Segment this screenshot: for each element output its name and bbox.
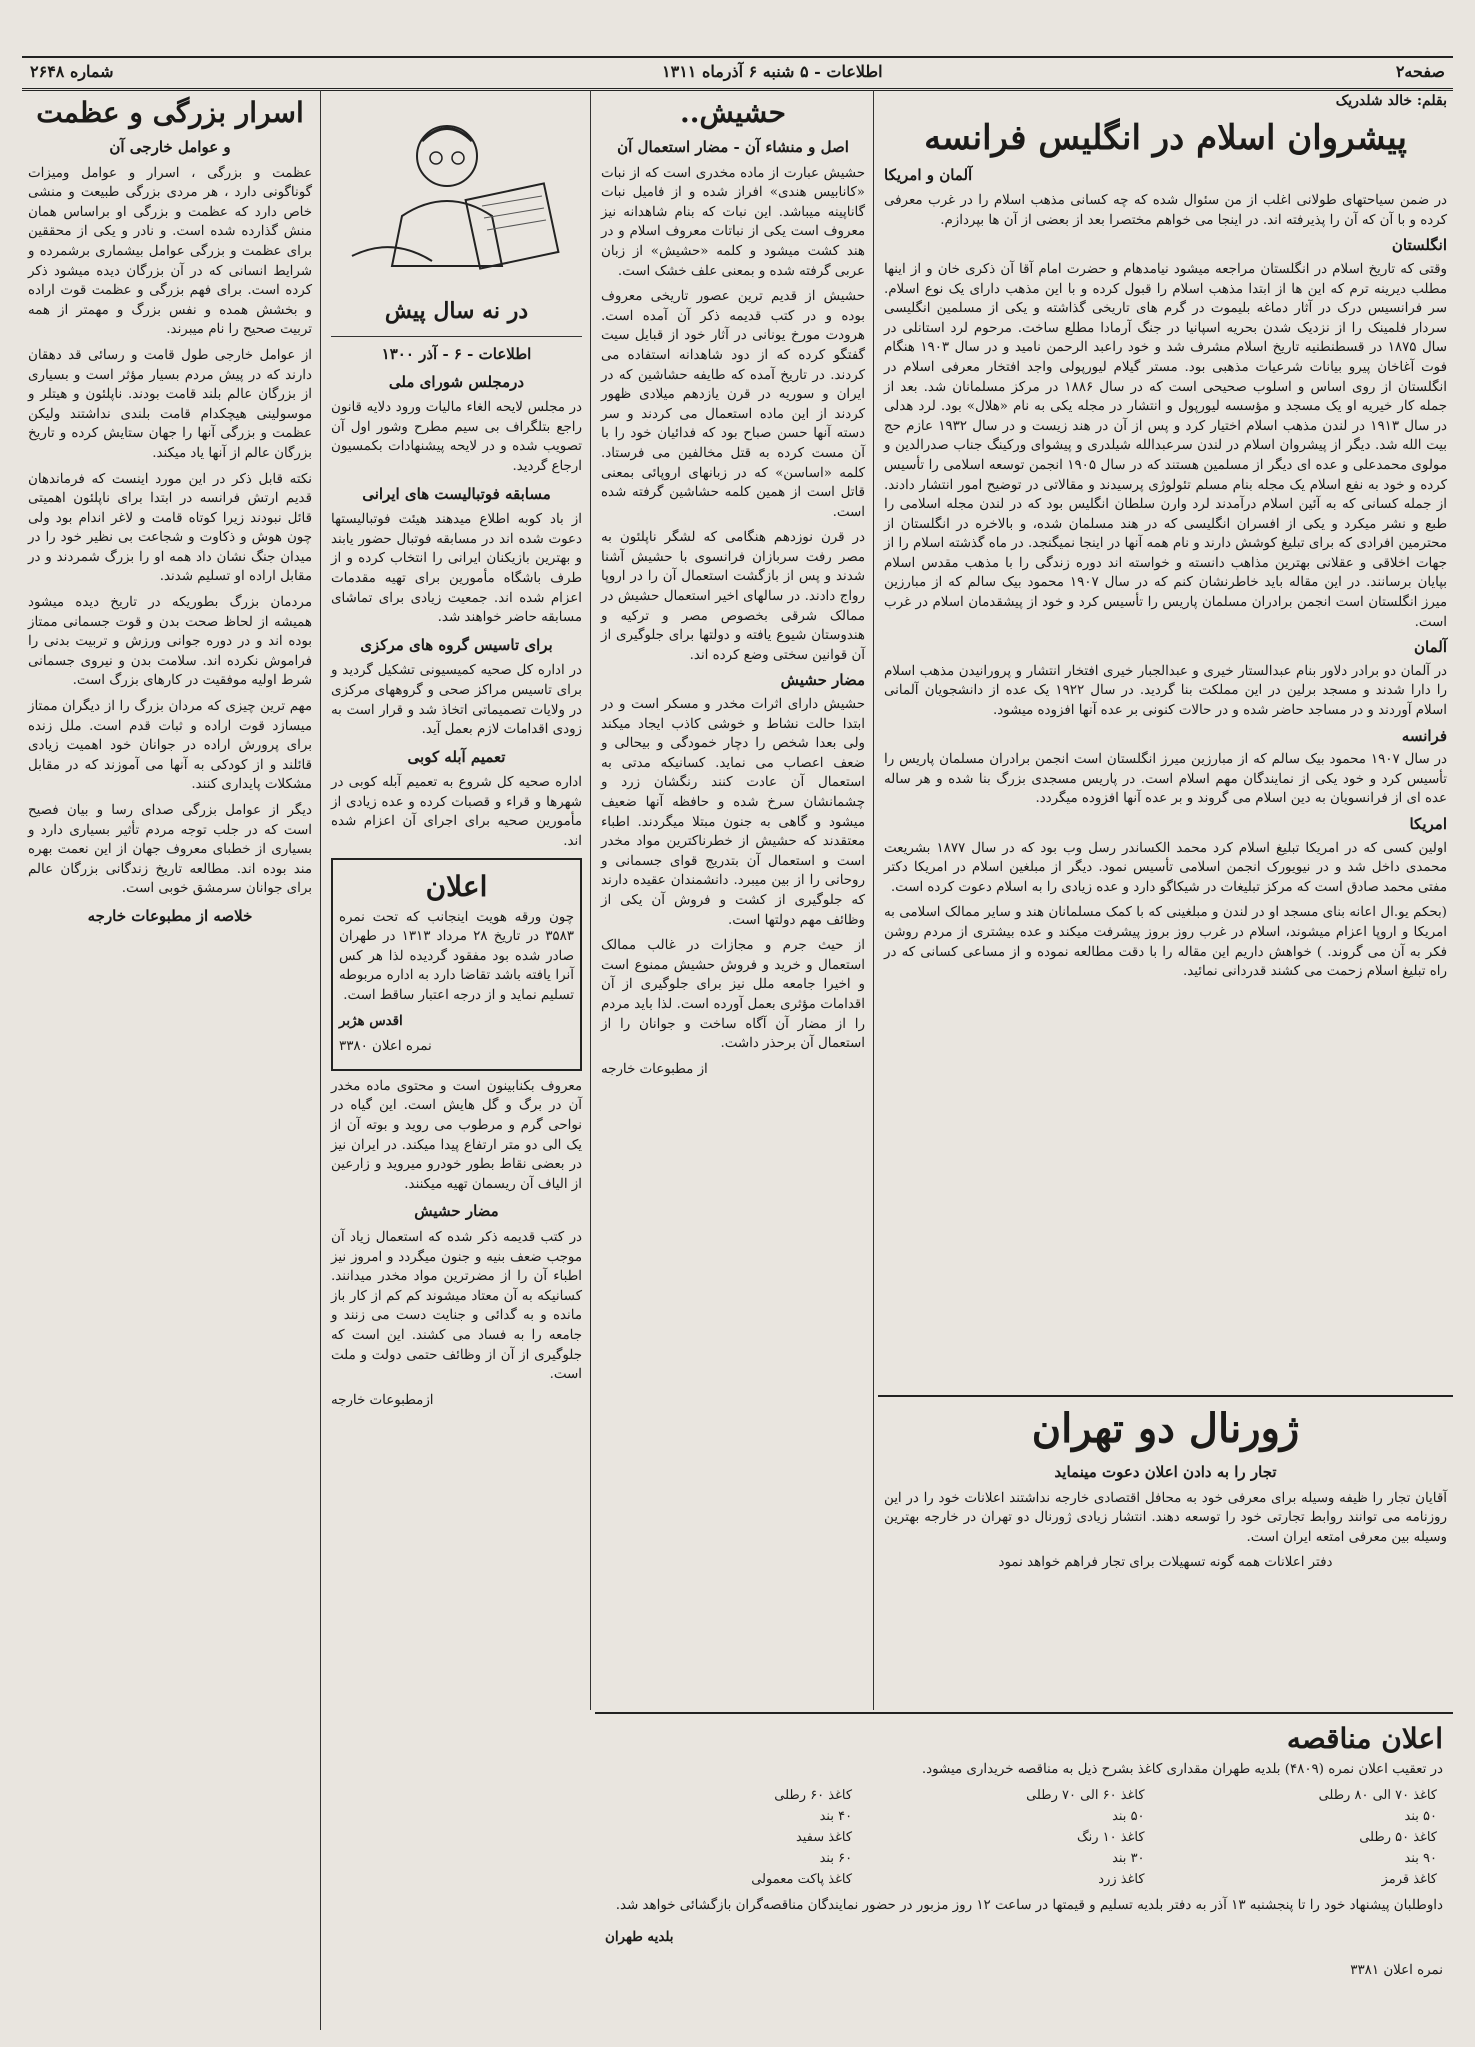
tender-notice xyxy=(595,1712,1453,2032)
table-cell: کاغذ زرد xyxy=(1098,1872,1145,1887)
paragraph: حشیش دارای اثرات مخدر و مسکر است و در ابتدا حالت نشاط و خوشی کاذب ایجاد میکند ولی بعدا شخص را دچار خمودگی و بیحالی و ضعف اعصاب می نماید. کسانیکه مدتی به استعمال آن عادت کنند رنگشان زرد و چشمانشان سرخ شده و حافظه آنها ضعیف میشود و گاهی به جنون مبتلا میگردند. اطباء معتقدند که حشیش از خطرناکترین مواد مخدر است و استعمال آن بتدریج قوای جسمانی و روحانی را از بین میبرد. دانشمندان عقیده دارند که جلوگیری از کشت و فروش آن یکی از وظائف مهم دولتها است. xyxy=(601,697,865,928)
paragraph: نکته قابل ذکر در این مورد اینست که فرماندهان قدیم ارتش فرانسه در ابتدا برای ناپلئون اهمیتی قائل نبودند زیرا کوتاه قامت و لاغر اندام بود ولی چون هوش و ذکاوت و شجاعت بی نظیر خود را در میدان جنگ نشان داد همه او را بزرگ شمردند و در مقابل اراده او تسلیم شدند. xyxy=(28,471,312,585)
paragraph: معروف بکنابینون است و محتوی ماده مخدر آن در برگ و گل هایش است. این گیاه در نواحی گرم و مرطوب می روید و بوته آن از یک الی دو متر ارتفاع پیدا میکند. در ایران نیز در بعضی نقاط بطور خودرو میروید و زارعین از الیاف آن ریسمان تهیه میکنند. xyxy=(331,1078,582,1192)
paragraph: در ضمن سیاحتهای طولانی اغلب از من سئوال شده که چه کسانی مذهب اسلام را در غرب معرفی کرده و با آن که آن را پذیرفته اند. در اینجا می خواهم مختصرا بعد از بعضی از آن ها بپردازم. xyxy=(884,193,1447,228)
tender-table xyxy=(605,1785,1443,1890)
paragraph: در کتب قدیمه ذکر شده که استعمال زیاد آن موجب ضعف بنیه و جنون میگردد و امروز نیز اطباء آن را از مضرترین مواد مخدر میدانند. کسانیکه به آن معتاد میشوند کم کم از کار باز مانده و به گدائی و جنایت دست می زنند و جامعه را به فساد می کشند. این است که جلوگیری از آن از وظائف حتمی دولت و ملت است. xyxy=(331,1229,582,1383)
masthead xyxy=(22,56,1453,91)
article-title: حشیش.. xyxy=(680,96,786,129)
paragraph: در قرن نوزدهم هنگامی که لشگر ناپلئون به مصر رفت سربازان فرانسوی با حشیش آشنا شدند و پس از بازگشت استعمال آن را در اروپا رواج دادند. در سالهای اخیر استعمال حشیش در ممالک شرقی بخصوص مصر و ترکیه و هندوستان شیوع یافته و دولتها برای جلوگیری از آن قوانین سختی وضع کرده اند. xyxy=(601,530,865,663)
section-heading: آلمان xyxy=(1414,638,1447,657)
paragraph: چون ورقه هویت اینجانب که تحت نمره ۳۵۸۳ در تاریخ ۲۸ مرداد ۱۳۱۳ در طهران صادر شده بود مفقود گردیده لذا هر کس آنرا یافته باشد تقاضا دارد به اداره مربوطه تسلیم نماید و از درجه اعتبار ساقط است. xyxy=(339,909,575,1004)
table-row xyxy=(605,1827,1443,1848)
tender-title: اعلان مناقصه xyxy=(1286,1722,1443,1755)
section-heading: مضار حشیش xyxy=(414,1202,499,1221)
paragraph: در سال ۱۹۰۷ محمود بیک سالم که از مبارزین میرز انگلستان است انجمن برادران مسلمان پاریس را تأسیس کرد و خود یکی از نمایندگان مهم اسلام است. در پاریس مسجدی بزرگ بنا شده و هر ساله عده ای از فرانسویان به دین اسلام می گروند و بر عده آنها افزوده میگردد. xyxy=(884,752,1447,807)
tender-number: نمره اعلان ۳۳۸۱ xyxy=(1350,1962,1443,1978)
notice-title: اعلان xyxy=(425,869,488,903)
section-heading: تعمیم آبله کوبی xyxy=(407,747,506,766)
ad-title: ژورنال دو تهران xyxy=(1031,1405,1300,1452)
table-cell: کاغذ ۶۰ رطلی xyxy=(774,1788,853,1803)
column-rule xyxy=(873,90,874,1710)
paragraph: در تعقیب اعلان نمره (۴۸۰۹) بلدیه طهران مقداری کاغذ بشرح ذیل به مناقصه خریداری میشود. xyxy=(921,1762,1443,1777)
table-cell: کاغذ سفید xyxy=(795,1830,853,1845)
section-heading: انگلستان xyxy=(1391,236,1447,255)
paragraph: عظمت و بزرگی ، اسرار و عوامل ومیزات گوناگونی دارد ، هر مردی بزرگی طبیعت و منشی خاص دارد که عظمت و بزرگی او براساس همان منش گذارده شده است. و نادر و یکی از محققین برای عظمت و بزرگی عوامل بیشماری برشمرده و شرایط انسانی که در آن بزرگان دیده میشود ذکر کرده است. برای فهم بزرگی و عظمت قوت اراده و بخشش همده و نفس بزرگ و مهمتر از همه تربیت صحیح را نام میبرند. xyxy=(28,165,312,338)
section-title: در نه سال پیش xyxy=(384,298,529,324)
paragraph: اداره صحیه کل شروع به تعمیم آبله کوبی در شهرها و قراء و قصبات کرده و عده زیادی از مأمورین صحیه برای اجرای آن اعزام شده اند. xyxy=(331,775,582,850)
masthead-date: اطلاعات - ۵ شنبه ۶ آذرماه ۱۳۱۱ xyxy=(662,62,883,81)
paragraph: داوطلبان پیشنهاد خود را تا پنجشنبه ۱۳ آذر به دفتر بلدیه تسلیم و قیمتها در ساعت ۱۲ روز مزبور در حضور نمایندگان مناقصه‌گران بازگشائی خواهد شد. xyxy=(615,1898,1443,1913)
section-heading: مسابقه فوتبالیست های ایرانی xyxy=(362,484,551,503)
source-note: از مطبوعات خارجه xyxy=(601,1061,708,1077)
ad-footer: دفتر اعلانات همه گونه تسهیلات برای تجار فراهم خواهد نمود xyxy=(998,1555,1333,1571)
paragraph: از حیث جرم و مجازات در غالب ممالک استعمال و خرید و فروش حشیش ممنوع است و اخیرا جامعه ملل نیز برای جلوگیری از آن اقدامات مؤثری بعمل آورده است. لذا باید مردم را از مضار آن آگاه ساخت و جوانان را از استعمال آن برحذر داشت. xyxy=(601,938,865,1052)
article-subtitle: و عوامل خارجی آن xyxy=(109,138,231,156)
source-note: ازمطبوعات خارجه xyxy=(331,1392,434,1408)
byline: بقلم: خالد شلدریک xyxy=(1335,93,1447,109)
issue-number: شماره ۲۶۴۸ xyxy=(30,62,114,81)
table-cell: کاغذ قرمز xyxy=(1381,1872,1437,1887)
reading-man-illustration xyxy=(332,96,582,286)
paragraph: از عوامل خارجی طول قامت و رسائی قد دهقان دارند که در پیش مردم بسیار مؤثر است و بسیاری از بزرگان عالم بلند قامت بودند. ناپلئون و هیتلر و موسولینی هیچکدام قامت بلندی نداشتند ولیکن عظمت و بزرگی آنها را جهان ستایش کرده و تاریخ بزرگان عالم از آنها یاد میکند. xyxy=(28,347,312,461)
section-heading: فرانسه xyxy=(1401,726,1447,745)
ad-subtitle: تجار را به دادن اعلان دعوت مینماید xyxy=(1054,1463,1277,1481)
table-cell: کاغذ ۶۰ الی ۷۰ رطلی xyxy=(1026,1788,1145,1803)
article-subtitle: آلمان و امریکا xyxy=(884,165,973,184)
closing-note: خلاصه از مطبوعات خارجه xyxy=(87,906,253,925)
column-rule xyxy=(590,90,591,1710)
notice-signature: اقدس هژبر xyxy=(339,1012,403,1029)
table-cell: ۶۰ بند xyxy=(819,1851,853,1866)
section-heading: مضار حشیش xyxy=(780,671,865,690)
table-cell: کاغذ ۷۰ الی ۸۰ رطلی xyxy=(1318,1788,1437,1803)
table-row xyxy=(605,1869,1443,1890)
paragraph: حشیش از قدیم ترین عصور تاریخی معروف بوده و در کتب قدیمه ذکر آن آمده است. هرودت مورخ یونانی در آثار خود از قبایل سیت گفتگو کرده که از دود شاهدانه استفاده می کردند. در تاریخ آمده که طایفه حشاشین که در ایران و سوریه در قرن یازدهم میلادی ظهور کردند از این ماده استعمال می کردند و سر دسته آنها حسن صباح بود که فدائیان خود را با آن مست کرده به قتل مخالفین می فرستاد. کلمه «اساسن» که در زبانهای اروپائی بمعنی قاتل است از همین کلمه حشاشین گرفته شده است. xyxy=(601,289,865,520)
column-nine-years-ago xyxy=(325,90,588,2030)
article-hashish xyxy=(595,90,871,1710)
paragraph: وقتی که تاریخ اسلام در انگلستان مراجعه میشود نیامدهام و حضرت امام آقا آن ذکری خان و از اینها مطلب دیرینه ترم که این ها از ابتدا مذهب اسلام را قبول کرده و با این مذهب دارای یک نوع اسلام. سر فرانسیس درک در آثار دماغه بلیموت در گرم های تاریخی گذاشته و یکی از مسلمین انگلیسی سردار فلمینک را از نزدیک شدن بحریه اسپانیا در جنگ آرمادا مطلع ساخت. مرحوم لرد استانلی در سال ۱۸۷۵ در قسطنطنیه تاریخ اسلام مشرف شد و خود راعبد الرحمن نامید و در سال ۱۹۰۳ هنگام فوت آغاخان پیرو بیانات شرعیات مذهبی بود. مستر گیلام لیورپولی واجد افتخار معرفی اسلام در انگلستان از روی اساس و اسلوب صحیحی است که در سال ۱۸۸۶ در مرکز مسلمانان شد. بعد از جمله کار خیریه او یک مسجد و مؤسسه لیورپول و انتشار در مجله یکی به نام «هلال» بود. لرد هدلی در سال ۱۹۱۳ در لندن مذهب اسلام اختیار کرد و پس از آن در هند زیست و در سال ۱۹۳۲ عازم حج بیت الله شد. دیگر از پیشروان اسلام در لندن سرعبدالله شیلدری و پیشوای ورکینگ جناب صدرالدین و مولوی محمدعلی و عده ای دیگر از مسلمین هستند که در سال ۱۹۰۵ انجمن توسعه اسلامی را تأسیس کرده و خود به نفع اسلام یک مجله بنام مسلم تئولوژی پرسیدند و مقالاتی در توضیح امور انتشار دادند. از جمله کسانی که به آئین اسلام درآمدند لرد وارن سلطان انگلیس بود که در لندن مجله اسلامی را طبع و نشر میکرد و یکی از افسران انگلیسی که در هند مسلمان شده، و بالاخره در انگلستان از محترمین افرادی که برای تبلیغ کوشش دارند و نام همه آنها در اینجا نمیگنجد. در ماه گذشته اسلام را از جهات اخلاقی و عقلانی بهترین مذاهب دانسته و خواسته اند دوره زندگی را با مذهب مقدس اسلام بپایان برسانند. در این مقاله باید خاطرنشان کنم که در سال ۱۹۰۷ محمود بیک سالم که از مبارزین میرز انگلستان است انجمن برادران مسلمان پاریس را تأسیس کرد و خود از پیشقدمان اسلام در غرب است. xyxy=(884,261,1447,630)
notice-box xyxy=(331,858,582,1071)
paragraph: اولین کسی که در امریکا تبلیغ اسلام کرد محمد الکساندر رسل وب بود که در سال ۱۸۷۷ بشریعت محمدی داخل شد و در نیویورک انجمن اسلامی تأسیس نمود. دیگر از مبلغین اسلام در امریکا دکتر مفتی محمد صادق است که مرکز تبلیغات در شیکاگو دارد و عده زیادی را به اسلام دعوت کرده است. xyxy=(884,840,1448,895)
table-cell: کاغذ ۵۰ رطلی xyxy=(1359,1830,1437,1845)
table-row xyxy=(605,1806,1443,1827)
paragraph: مهم ترین چیزی که مردان بزرگ را از دیگران ممتاز میسازد قوت اراده و ثبات قدم است. ملل زنده برای پرورش اراده در جوانان خود اهمیت زیادی قائلند و از کودکی به آنها می آموزند که در مقابل مشکلات پایداری کنند. xyxy=(28,699,312,793)
paragraph: آقایان تجار را ظیفه وسیله برای معرفی خود به محافل اقتصادی خارجه نداشتند اعلانات خود را در این روزنامه می توانند روابط تجارتی خود را توسعه دهند. انتشار زیادی ژورنال دو تهران در خارجه بهترین وسیله بین معرفی امتعه ایران است. xyxy=(884,1490,1447,1545)
page-number: صفحه۲ xyxy=(1395,62,1445,81)
tender-signature: بلدیه طهران xyxy=(605,1929,674,1946)
journal-ad xyxy=(878,1395,1453,1705)
section-heading: امریکا xyxy=(1409,815,1447,833)
table-cell: کاغذ ۱۰ رنگ xyxy=(1076,1830,1145,1845)
paragraph: در اداره کل صحیه کمیسیونی تشکیل گردید و برای تاسیس مراکز صحی و گروههای مرکزی در ولایات تصمیماتی اتخاذ شد و قرار است به زودی اقدامات لازم بعمل آید. xyxy=(331,663,582,738)
paragraph: در آلمان دو برادر دلاور بنام عبدالستار خیری و عبدالجبار خیری افتخار انتشار و پرورانیدن مذهب اسلام را دارا شدند و مسجد برلین در این مملکت بنا گردید. در سال ۱۹۲۲ یک عده از دانشجویان آلمانی اسلام آوردند و در مساجد حاضر شده و در حالات کنونی بر عده آنها افزوده میشود. xyxy=(884,663,1447,719)
table-cell: ۳۰ بند xyxy=(1112,1851,1145,1866)
table-cell: کاغذ پاکت معمولی xyxy=(751,1872,853,1887)
section-heading: برای تاسیس گروه های مرکزی xyxy=(360,635,553,654)
section-heading: درمجلس شورای ملی xyxy=(388,372,525,391)
paragraph: دیگر از عوامل بزرگی صدای رسا و بیان فصیح است که در جلب توجه مردم تأثیر بسیاری دارد و بسیاری از خطبای معروف جهان از این نعمت بهره مند بوده اند. مطالعه تاریخ زندگانی بزرگان عالم برای جوانان سرمشق خوبی است. xyxy=(28,803,312,897)
table-cell: ۵۰ بند xyxy=(1404,1809,1437,1824)
table-cell: ۹۰ بند xyxy=(1404,1851,1437,1866)
paragraph: از باد کوبه اطلاع میدهند هیئت فوتبالیستها دعوت شده اند در مسابقه فوتبال حضور یابند و بهترین بازیکنان ایرانی را انتخاب کرده و از طرف باشگاه مأمورین برای تهیه مقدمات اعزام شده اند. جمعیت زیادی برای تماشای مسابقه حاضر خواهند شد. xyxy=(331,512,582,626)
article-title: اسرار بزرگی و عظمت xyxy=(36,96,304,129)
article-title: پیشروان اسلام در انگلیس فرانسه xyxy=(924,117,1407,158)
table-row xyxy=(605,1848,1443,1869)
paragraph: (بحکم یو.ال اعانه بنای مسجد او در لندن و مبلغینی که با کمک مسلمانان هند و سایر ممالک اسلامی به امریکا و اروپا اعزام میشوند، اسلام در غرب روز بروز پیشرفت میکند و عده بیشتری از مردم روشن فکر به آن می گروند. ) خواهش داریم این مقاله را با دقت مطالعه نموده و از مساعی کسانی که در راه تبلیغ اسلام زحمت می کشند قدردانی نمائید. xyxy=(884,905,1447,980)
date-line: اطلاعات - ۶ - آذر ۱۳۰۰ xyxy=(381,345,532,363)
paragraph: در مجلس لایحه الغاء مالیات ورود دلایه قانون راجع بتلگراف بی سیم مطرح وشور اول آن تصویب شده و در لایحه پیشنهادات بکمسیون ارجاع گردید. xyxy=(331,400,582,474)
paragraph: حشیش عبارت از ماده مخدری است که از نبات «کانابیس هندی» افراز شده و از فامیل نبات گاناپینه میباشد. این نبات که بنام شاهدانه نیز معروف است یکی از نباتات معروف اسلام و در هند کشت میشود و کلمه «حشیش» از زبان عربی گرفته شده و بمعنی علف خشک است. xyxy=(601,165,865,279)
paragraph: مردمان بزرگ بطوریکه در تاریخ دیده میشود همیشه از لحاظ صحت بدن و قوت جسمانی ممتاز بوده اند و در دوره جوانی ورزش و تربیت بدنی را فراموش نکرده اند. سلامت بدن و نیروی جسمانی شرط اولیه موفقیت در کارهای بزرگ است. xyxy=(28,595,312,689)
table-row xyxy=(605,1785,1443,1806)
notice-number: نمره اعلان ۳۳۸۰ xyxy=(339,1039,432,1055)
article-subtitle: اصل و منشاء آن - مضار استعمال آن xyxy=(617,138,849,156)
table-cell: ۵۰ بند xyxy=(1112,1809,1145,1824)
column-rule xyxy=(320,90,321,2030)
article-greatness xyxy=(22,90,318,2030)
table-cell: ۴۰ بند xyxy=(819,1809,853,1824)
